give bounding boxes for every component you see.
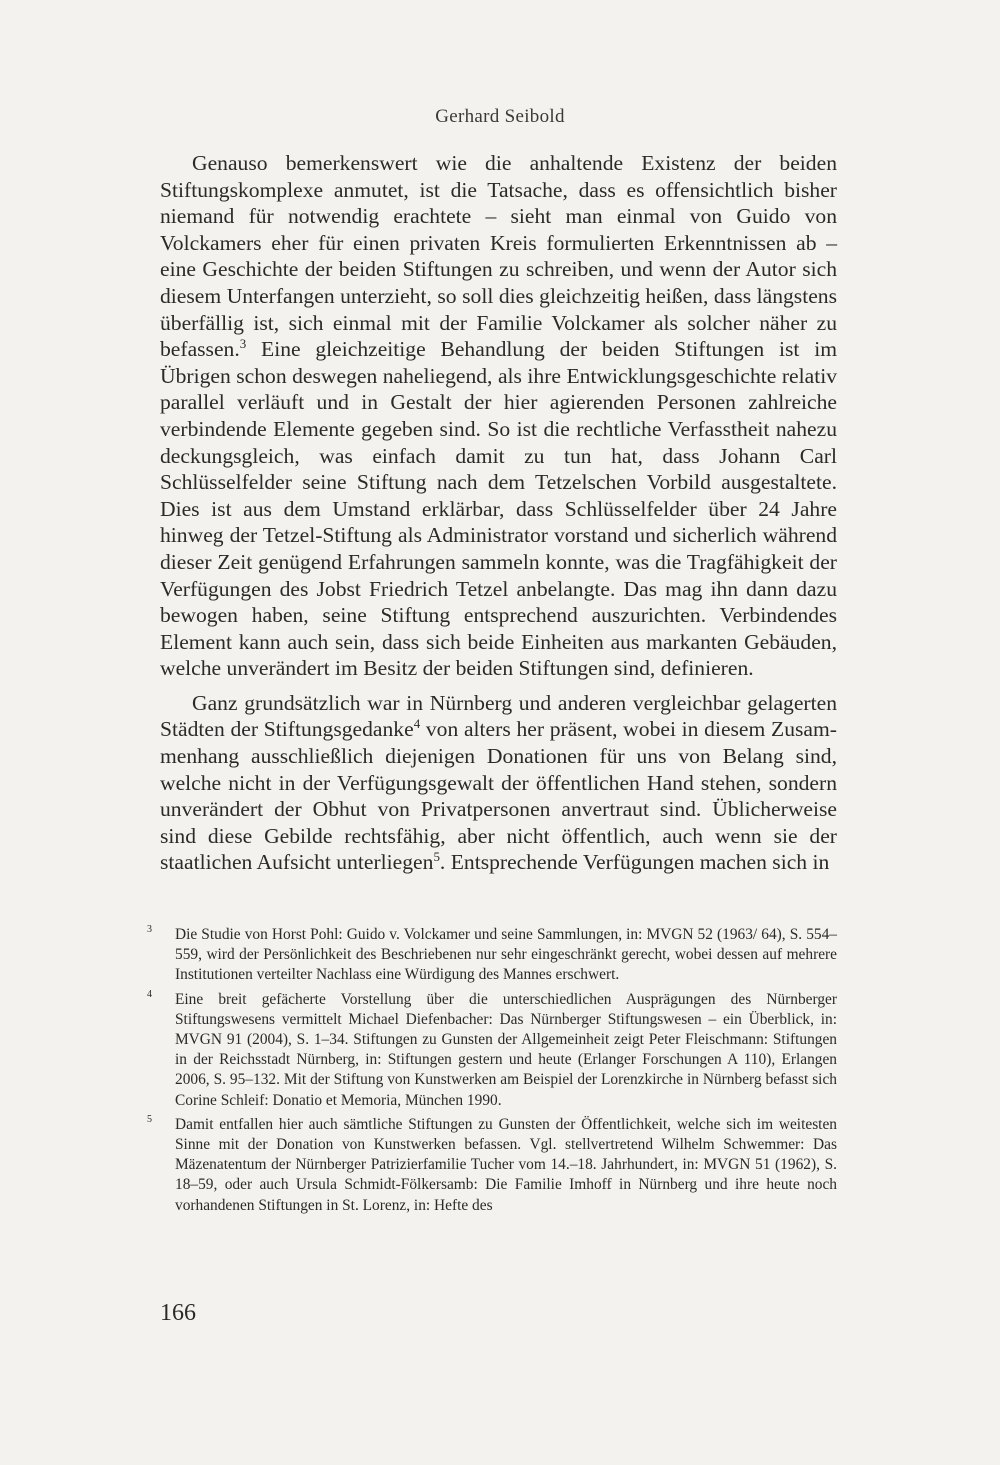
footnote-ref[interactable]: 3 (239, 335, 247, 351)
footnotes (147, 924, 837, 1220)
page-number: 166 (160, 1300, 196, 1326)
main-text (160, 150, 837, 884)
paragraph-text: . Entsprechende Verfügungen machen sich in (439, 850, 830, 875)
paragraph-text: Ganz grundsätzlich war in Nürnberg und anderen vergleichbar gelagerten Städten der Stiftungsgedanke (160, 690, 837, 742)
footnote (147, 1113, 837, 1216)
footnote-number: 5 (147, 1113, 152, 1125)
footnote-text: Eine breit gefächerte Vorstellung über die unterschiedlichen Ausprägungen des Nürnberger Stiftungswesens vermittelt Michael Diefenbacher: Das Nürnberger Stiftungswesen – ein Überblick, in: MVGN 91 (2004), S. 1–34. Stiftungen zu Gunsten der Allgemeinheit zeigt Peter Fleischmann: Stiftungen in der Reichsstadt Nürnberg, in: Stiftungen gestern und heute (Erlanger Forschungen A 110), Erlangen 2006, S. 95–132. Mit der Stiftung von Kunstwerken am Beispiel der Lorenzkirche in Nürnberg befasst sich Corine Schleif: Donatio et Memoria, München 1990. (175, 990, 837, 1109)
footnote (147, 924, 837, 986)
paragraph-text: Genauso bemerkenswert wie die anhaltende Existenz der beiden Stiftungskomplexe anmutet, ist die Tatsache, dass es offensichtlich bisher niemand für notwendig erachtete – sieht man einmal von Guido von Volckamers eher für einen privaten Kreis formulierten Erkenntnissen ab – eine Geschichte der beiden Stiftungen zu schreiben, und wenn der Autor sich diesem Unterfangen unterzieht, so soll dies gleichzeitig heißen, dass längstens überfällig ist, sich einmal mit der Familie Volckamer als solcher näher zu befassen. (160, 151, 837, 362)
footnote-number: 4 (147, 988, 152, 1000)
paragraph-text: Eine gleichzeitige Behandlung der beiden Stiftungen ist im Übrigen schon deswegen naheliegend, als ihre Entwicklungsgeschichte relativ parallel verläuft und in Gestalt der hier agierenden Personen zahlreiche verbindende Elemente gegeben sind. So ist die rechtliche Verfasstheit nahezu deckungsgleich, was einfach damit zu tun hat, dass Johann Carl Schlüsselfelder seine Stiftung nach dem Tetzelschen Vorbild ausgestaltete. Dies ist aus dem Umstand erklärbar, dass Schlüsselfelder über 24 Jahre hinweg der Tetzel-Stiftung als Administrator vorstand und sicherlich während dieser Zeit genügend Erfahrungen sammeln konnte, was die Tragfähigkeit der Verfügungen des Jobst Friedrich Tetzel anbelangte. Das mag ihn dann dazu bewogen haben, seine Stiftung entsprechend auszurichten. Verbindendes Element kann auch sein, dass sich beide Einheiten aus markanten Gebäuden, welche unverändert im Besitz der beiden Stiftungen sind, definieren. (160, 337, 837, 681)
footnote-ref[interactable]: 4 (413, 716, 421, 732)
paragraph-text: von alters her präsent, wobei in diesem Zusammenhang ausschließlich diejenigen Donationen für uns von Belang sind, welche nicht in der Verfügungsgewalt der öffentlichen Hand stehen, sondern unverändert der Obhut von Privatpersonen anvertraut sind. Üblicherweise sind diese Gebilde rechtsfähig, aber nicht öffentlich, auch wenn sie der staatlichen Aufsicht unterliegen (160, 717, 837, 875)
footnote-number: 3 (147, 924, 152, 935)
footnote-text: Die Studie von Horst Pohl: Guido v. Volckamer und seine Sammlungen, in: MVGN 52 (1963/ 64), S. 554–559, wird der Persönlichkeit des Beschriebenen nur sehr eingeschränkt gerecht, wobei dessen auf mehrere Institutionen verteilter Nachlass eine Würdigung des Mannes erschwert. (175, 926, 837, 984)
footnote-ref[interactable]: 5 (433, 849, 440, 865)
paragraph (160, 150, 837, 682)
running-head: Gerhard Seibold (435, 106, 565, 127)
footnote (147, 988, 837, 1111)
paragraph (160, 690, 837, 876)
footnote-text: Damit entfallen hier auch sämtliche Stiftungen zu Gunsten der Öffentlichkeit, welche sich im weitesten Sinne mit der Donation von Kunstwerken befassen. Vgl. stellvertretend Wilhelm Schwemmer: Das Mäzenatentum der Nürnberger Patrizierfamilie Tucher vom 14.–18. Jahrhundert, in: MVGN 51 (1962), S. 18–59, oder auch Ursula Schmidt-Fölkersamb: Die Familie Imhoff in Nürnberg und ihre heute noch vorhandenen Stiftungen in St. Lorenz, in: Hefte des (175, 1115, 837, 1214)
